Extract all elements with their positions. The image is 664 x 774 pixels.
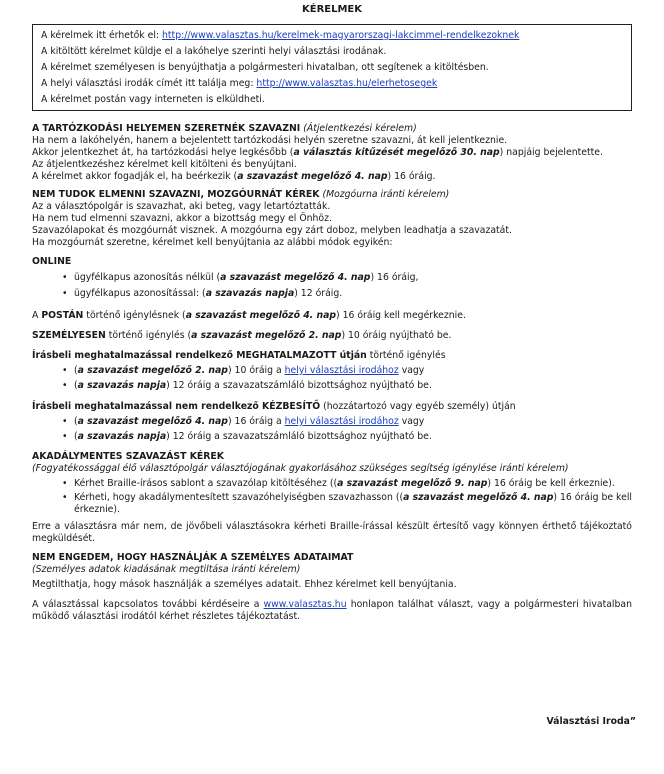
info-line-4: A helyi választási irodák címét itt találja meg: http://www.valasztas.hu/elerhetosegek (41, 78, 438, 89)
section-heading: A TARTÓZKODÁSI HELYEMEN SZERETNÉK SZAVAZNI (Átjelentkezési kérelem) (32, 123, 417, 134)
section-heading: NEM ENGEDEM, HOGY HASZNÁLJÁK A SZEMÉLYES ADATAIMAT (32, 552, 354, 563)
list-item: • (a szavazás napja) 12 óráig a szavazatszámláló bizottsághoz nyújtható be. (62, 380, 632, 395)
info-box (32, 24, 632, 111)
section-atjelentkezes: A TARTÓZKODÁSI HELYEMEN SZERETNÉK SZAVAZNI (Átjelentkezési kérelem) Ha nem a lakóhelyén, hanem a bejelentett tartózkodási helyén szeretne szavazni, át kell jelentkeznie. Akkor jelentkezhet át, ha tartózkodási helye legkésőbb (a választás kitűzését megelőző 30. nap) napjáig bejelentette. Az átjelentkezéshez kérelmet kell kitölteni és benyújtani. A kérelmet akkor fogadják el, ha beérkezik (a szavazást megelőző 4. nap) 16 óráig. (32, 123, 632, 183)
final-paragraph: A választással kapcsolatos további kérdéseire a www.valasztas.hu honlapon találhat választ, vagy a polgármesteri hivatalban működő választási irodától kérhet részletes tájékoztatást. (32, 599, 632, 622)
list-item: • ügyfélkapus azonosítás nélkül (a szavazást megelőző 4. nap) 16 óráig, (62, 272, 632, 288)
section-akadalymentes: AKADÁLYMENTES SZAVAZÁST KÉREK (Fogyatékossággal élő választópolgár választójogának gyakorlásához szükséges segítség igénylése iránti kérelem) • Kérhet Braille-írásos sablont a szavazólap kitöltéséhez ((a szavazást megelőző 9. nap) 16 óráig be kell érkeznie). • Kérheti, hogy akadálymentesített szavazóhelyiségben szavazhasson ((a szavazást megelőző 4. nap) 16 óráig be kell érkeznie). Erre a választásra már nem, de jövőbeli választásokra kérheti Braille-írással készült értesítő vagy könnyen érthető tájékoztató megküldését. (32, 451, 632, 545)
list-item: • Kérhet Braille-írásos sablont a szavazólap kitöltéséhez ((a szavazást megelőző 9. nap) 16 óráig be kell érkeznie). (62, 478, 632, 492)
page-title: KÉRELMEK (301, 4, 362, 15)
list-item: • (a szavazást megelőző 4. nap) 16 óráig a helyi választási irodához vagy (62, 416, 632, 431)
elerhetosegek-link[interactable]: http://www.valasztas.hu/elerhetosegek (256, 78, 438, 89)
section-heading: AKADÁLYMENTES SZAVAZÁST KÉREK (32, 451, 224, 462)
list-item: • ügyfélkapus azonosítással: (a szavazás napja) 12 óráig. (62, 288, 632, 304)
section-meghatalmazott: Írásbeli meghatalmazással rendelkező MEGHATALMAZOTT útján történő igénylés • (a szavazást megelőző 2. nap) 10 óráig a helyi választási irodához vagy • (a szavazás napja) 12 óráig a szavazatszámláló bizottsághoz nyújtható be. (32, 350, 632, 395)
posta-line: A POSTÁN történő igénylésnek (a szavazást megelőző 4. nap) 16 óráig kell megérkeznie. (32, 310, 466, 321)
document-page (32, 0, 632, 623)
helyi-iroda-link[interactable]: helyi választási irodához (284, 365, 399, 376)
valasztas-link[interactable]: www.valasztas.hu (263, 599, 347, 610)
list-item: • (a szavazást megelőző 2. nap) 10 óráig a helyi választási irodához vagy (62, 365, 632, 380)
szemelyesen-line: SZEMÉLYESEN történő igénylés (a szavazást megelőző 2. nap) 10 óráig nyújtható be. (32, 330, 452, 341)
online-list (32, 272, 632, 304)
kerelmek-link[interactable]: http://www.valasztas.hu/kerelmek-magyarorszagi-lakcimmel-rendelkezoknek (162, 30, 520, 41)
info-line-1: A kérelmek itt érhetők el: http://www.valasztas.hu/kerelmek-magyarorszagi-lakcimmel-rendelkezoknek (41, 30, 520, 41)
section-kezbesito: Írásbeli meghatalmazással nem rendelkező KÉZBESÍTŐ (hozzátartozó vagy egyéb személy) útján • (a szavazást megelőző 4. nap) 16 óráig a helyi választási irodához vagy • (a szavazás napja) 12 óráig a szavazatszámláló bizottsághoz nyújtható be. (32, 401, 632, 446)
info-line-5: A kérelmet postán vagy interneten is elküldheti. (41, 94, 265, 105)
list-item: • Kérheti, hogy akadálymentesített szavazóhelyiségben szavazhasson ((a szavazást megelőző 4. nap) 16 óráig be kell érkeznie). (62, 492, 632, 516)
section-mozgourna: NEM TUDOK ELMENNI SZAVAZNI, MOZGÓURNÁT KÉREK (Mozgóurna iránti kérelem) Az a választópolgár is szavazhat, aki beteg, vagy letartóztatták. Ha nem tud elmenni szavazni, akkor a bizottság megy el Önhöz. Szavazólapokat és mozgóurnát visznek. A mozgóurna egy zárt doboz, melyben leadhatja a szavazatát. Ha mozgóurnát szeretne, kérelmet kell benyújtania az alábbi módok egyikén: (32, 189, 632, 249)
signature-office: Választási Iroda” (546, 716, 636, 727)
info-line-3: A kérelmet személyesen is benyújthatja a polgármesteri hivatalban, ott segítenek a kitöltésben. (41, 62, 489, 73)
section-heading: NEM TUDOK ELMENNI SZAVAZNI, MOZGÓURNÁT KÉREK (Mozgóurna iránti kérelem) (32, 189, 450, 200)
section-heading: ONLINE (32, 256, 72, 267)
helyi-iroda-link[interactable]: helyi választási irodához (284, 416, 399, 427)
list-item: • (a szavazás napja) 12 óráig a szavazatszámláló bizottsághoz nyújtható be. (62, 431, 632, 446)
info-line-2: A kitöltött kérelmet küldje el a lakóhelye szerinti helyi választási irodának. (41, 46, 387, 57)
section-online (32, 256, 632, 304)
section-adatok: NEM ENGEDEM, HOGY HASZNÁLJÁK A SZEMÉLYES ADATAIMAT (Személyes adatok kiadásának megtiltása iránti kérelem) Megtilthatja, hogy mások használják a személyes adatait. Ehhez kérelmet kell benyújtania. (32, 552, 632, 591)
